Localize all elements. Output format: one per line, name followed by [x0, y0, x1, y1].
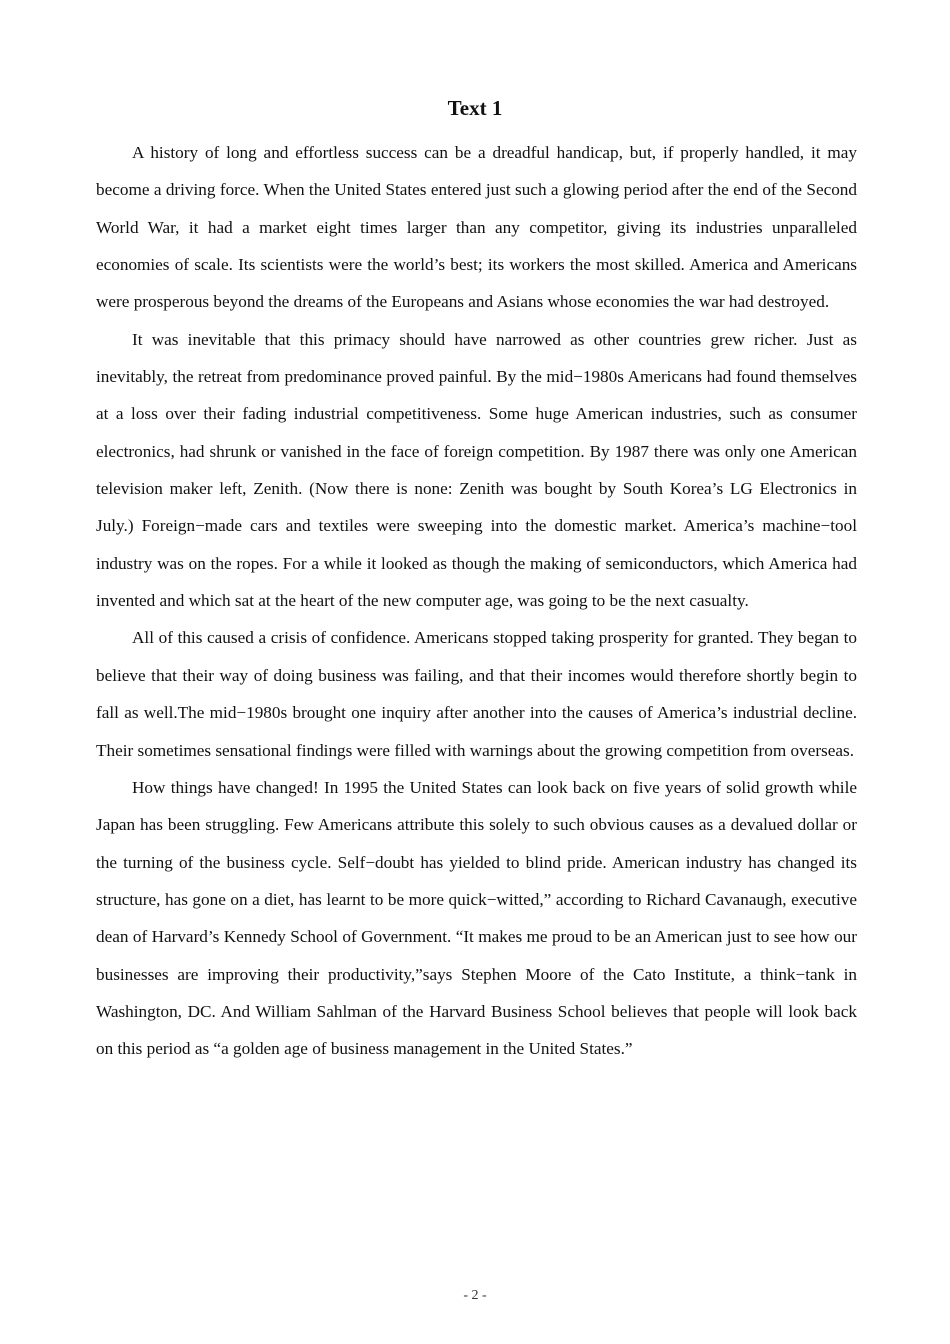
document-body [96, 134, 857, 1068]
paragraph-2: It was inevitable that this primacy should have narrowed as other countries grew richer. Just as inevitably, the retreat from predominance proved painful. By the mid−1980s Americans had found themselves at a loss over their fading industrial competitiveness. Some huge American industries, such as consumer electronics, had shrunk or vanished in the face of foreign competition. By 1987 there was only one American television maker left, Zenith. (Now there is none: Zenith was bought by South Korea’s LG Electronics in July.) Foreign−made cars and textiles were sweeping into the domestic market. America’s machine−tool industry was on the ropes. For a while it looked as though the making of semiconductors, which America had invented and which sat at the heart of the new computer age, was going to be the next casualty. [96, 329, 857, 611]
page-number: - 2 - [463, 1288, 487, 1303]
paragraph-4: How things have changed! In 1995 the United States can look back on five years of solid growth while Japan has been struggling. Few Americans attribute this solely to such obvious causes as a devalued dollar or the turning of the business cycle. Self−doubt has yielded to blind pride. American industry has changed its structure, has gone on a diet, has learnt to be more quick−witted,” according to Richard Cavanaugh, executive dean of Harvard’s Kennedy School of Government. “It makes me proud to be an American just to see how our businesses are improving their productivity,”says Stephen Moore of the Cato Institute, a think−tank in Washington, DC. And William Sahlman of the Harvard Business School believes that people will look back on this period as “a golden age of business management in the United States.” [96, 777, 857, 1059]
paragraph-3: All of this caused a crisis of confidence. Americans stopped taking prosperity for granted. They began to believe that their way of doing business was failing, and that their incomes would therefore shortly begin to fall as well.The mid−1980s brought one inquiry after another into the causes of America’s industrial decline. Their sometimes sensational findings were filled with warnings about the growing competition from overseas. [96, 628, 857, 760]
paragraph-1: A history of long and effortless success can be a dreadful handicap, but, if properly handled, it may become a driving force. When the United States entered just such a glowing period after the end of the Second World War, it had a market eight times larger than any competitor, giving its industries unparalleled economies of scale. Its scientists were the world’s best; its workers the most skilled. America and Americans were prosperous beyond the dreams of the Europeans and Asians whose economies the war had destroyed. [96, 143, 857, 312]
document-title: Text 1 [447, 96, 503, 120]
